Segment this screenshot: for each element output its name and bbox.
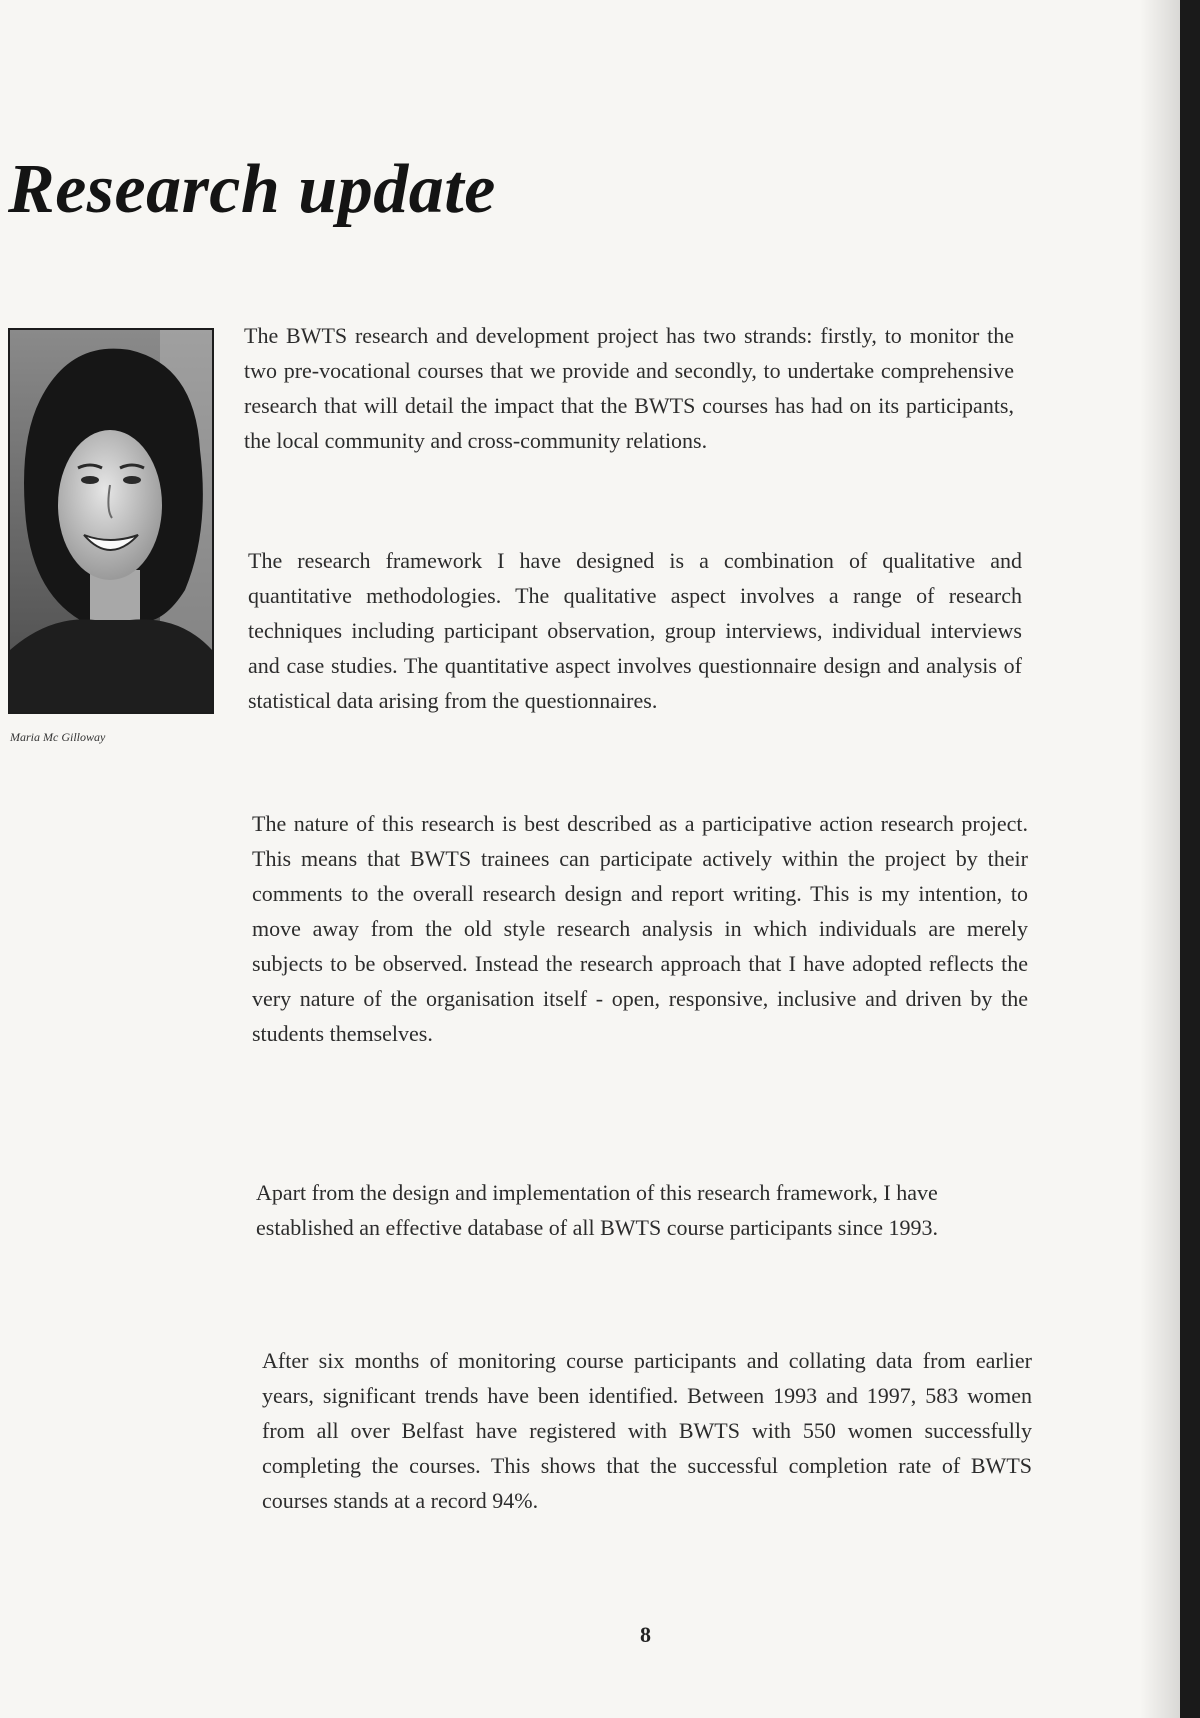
photo-caption: Maria Mc Gilloway [10,730,106,744]
portrait-photo [8,328,214,714]
page-title: Research update [8,151,496,228]
paragraph-database: Apart from the design and implementation of this research framework, I have established an effective database of all BWTS course participants since 1993. [256,1180,938,1240]
paragraph-project-strands: The BWTS research and development project has two strands: firstly, to monitor the two pre-vocational courses that we provide and secondly, to undertake comprehensive research that will detail the impact that the BWTS courses has had on its participants, the local community and cross-community relations. [244,323,1014,453]
page-edge-shadow [1140,0,1180,1718]
paragraph-research-framework: The research framework I have designed is a combination of qualitative and quantitative methodologies. The qualitative aspect involves a range of research techniques including participant observation, group interviews, individual interviews and case studies. The quantitative aspect involves questionnaire design and analysis of statistical data arising from the questionnaires. [248,548,1022,713]
paragraph-participative-research: The nature of this research is best described as a participative action research project. This means that BWTS trainees can participate actively within the project by their comments to the overall research design and report writing. This is my intention, to move away from the old style research analysis in which individuals are merely subjects to be observed. Instead the research approach that I have adopted reflects the very nature of the organisation itself - open, responsive, inclusive and driven by the students themselves. [252,811,1028,1046]
paragraph-completion-rate: After six months of monitoring course participants and collating data from earlier years, significant trends have been identified. Between 1993 and 1997, 583 women from all over Belfast have registered with BWTS with 550 women successfully completing the courses. This shows that the successful completion rate of BWTS courses stands at a record 94%. [262,1348,1032,1513]
page-number: 8 [640,1622,651,1647]
